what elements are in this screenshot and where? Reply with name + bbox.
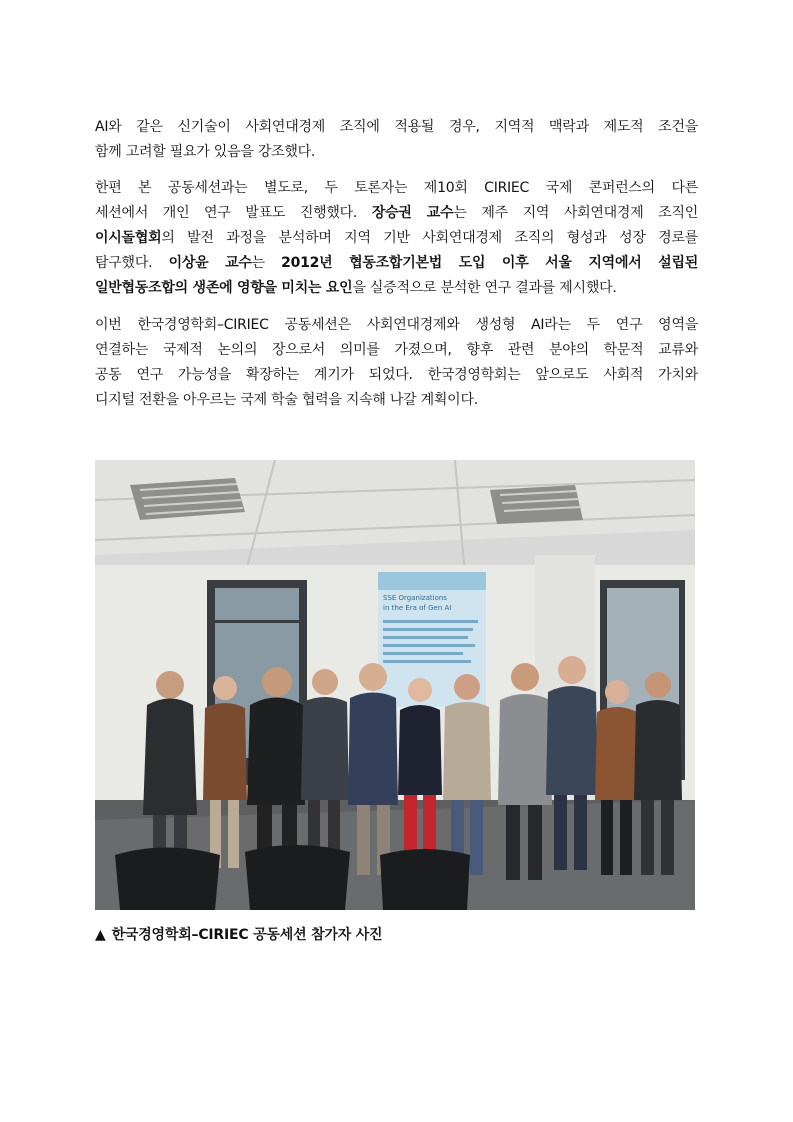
- bold-name-lee: 이상윤 교수: [168, 255, 252, 271]
- paragraph-2: [95, 176, 698, 301]
- bold-topic: 2012년 협동조합기본법 도입 이후 서울 지역에서 설립된: [281, 255, 698, 271]
- bold-topic-cont: 일반협동조합의 생존에 영향을 미치는 요인: [95, 280, 353, 296]
- text-run: 세션에서 개인 연구 발표도 진행했다.: [95, 205, 372, 221]
- screen-text: SSE Organizations: [383, 594, 447, 602]
- bold-org-isidore: 이시돌협회: [95, 230, 162, 246]
- text-line: 함께 고려할 필요가 있음을 강조했다.: [95, 144, 316, 160]
- text-line: AI와 같은 신기술이 사회연대경제 조직에 적용될 경우, 지역적 맥락과 제도적 조건을: [95, 119, 698, 135]
- text-run: 는 제주 지역 사회연대경제 조직인: [453, 205, 698, 221]
- triangle-up-icon: ▲: [95, 927, 106, 943]
- text-run: 을 실증적으로 분석한 연구 결과를 제시했다.: [352, 280, 617, 296]
- text-line: 디지털 전환을 아우르는 국제 학술 협력을 지속해 나갈 계획이다.: [95, 392, 478, 408]
- caption-text: 한국경영학회–CIRIEC 공동세션 참가자 사진: [111, 927, 383, 943]
- text-run: 의 발전 과정을 분석하며 지역 기반 사회연대경제 조직의 형성과 성장 경로를: [161, 230, 698, 246]
- group-photo: [95, 460, 695, 910]
- group-photo-illustration: [95, 460, 695, 910]
- text-line: [95, 226, 698, 251]
- text-run: 는: [251, 255, 282, 271]
- text-line: [95, 201, 698, 226]
- text-line: 한편 본 공동세션과는 별도로, 두 토론자는 제10회 CIRIEC 국제 콘퍼런스의 다른: [95, 180, 698, 196]
- text-line: 공동 연구 가능성을 확장하는 계기가 되었다. 한국경영학회는 앞으로도 사회적 가치와: [95, 367, 698, 383]
- bold-name-jang: 장승권 교수: [371, 205, 454, 221]
- photo-caption: [95, 924, 382, 944]
- text-line: 연결하는 국제적 논의의 장으로서 의미를 가졌으며, 향후 관련 분야의 학문적 교류와: [95, 342, 698, 358]
- text-line: 이번 한국경영학회–CIRIEC 공동세션은 사회연대경제와 생성형 AI라는 두 연구 영역을: [95, 317, 698, 333]
- text-line: [95, 276, 698, 301]
- paragraph-3: [95, 313, 698, 413]
- screen-text: in the Era of Gen AI: [383, 604, 452, 612]
- paragraph-1: [95, 115, 698, 165]
- text-run: 탐구했다.: [95, 255, 169, 271]
- text-line: [95, 251, 698, 276]
